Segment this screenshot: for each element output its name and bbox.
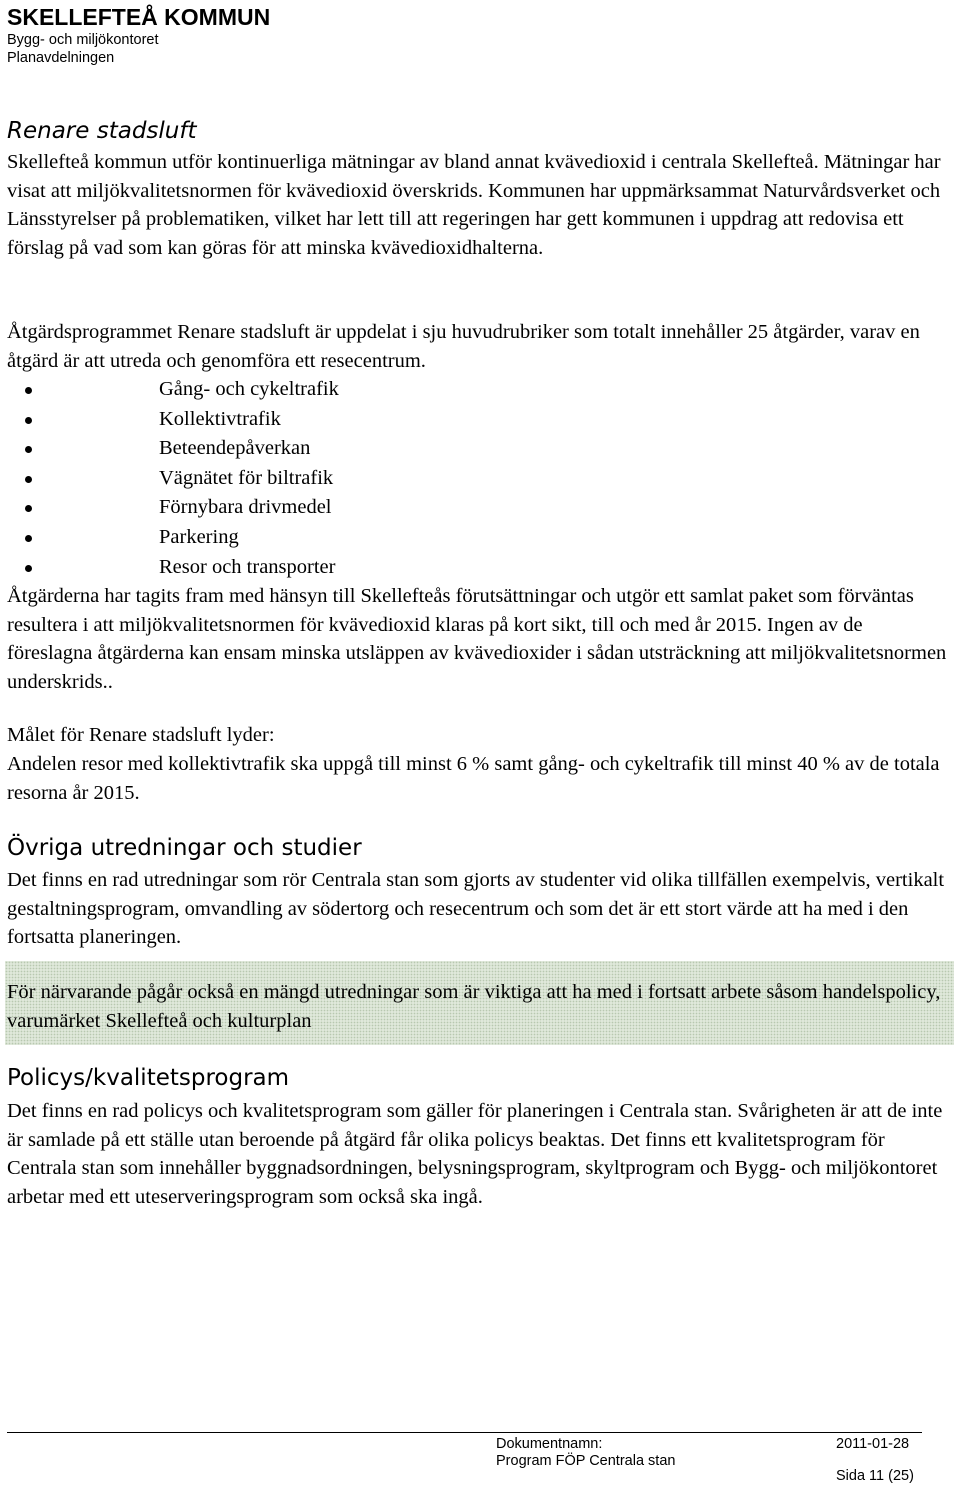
footer-document-name: Program FÖP Centrala stan — [496, 1453, 676, 1469]
bullet-dot-icon — [25, 535, 32, 542]
heading-ovriga-utredningar: Övriga utredningar och studier — [7, 835, 362, 861]
paragraph-pagaende-utredningar: För närvarande pågår också en mängd utredningar som är viktiga att ha med i fortsatt arbete såsom handelspolicy, varumärket Skellefteå och kulturplan — [7, 981, 941, 1032]
organization-name: SKELLEFTEÅ KOMMUN — [7, 4, 271, 30]
bullet-label: Kollektivtrafik — [159, 407, 281, 430]
bullet-dot-icon — [25, 505, 32, 512]
bullet-item — [7, 375, 339, 405]
goal-text: Andelen resor med kollektivtrafik ska uppgå till minst 6 % samt gång- och cykeltrafik till minst 40 % av de totala resorna år 2015. — [7, 753, 940, 804]
paragraph-policys: Det finns en rad policys och kvalitetsprogram som gäller för planeringen i Centrala stan. Svårigheten är att de inte är samlade på ett ställe utan beroende på åtgärd får olika policys beaktas. Det finns ett kvalitetsprogram för Centrala stan som innehåller byggnadsordningen, belysningsprogram, skyltprogram och Bygg- och miljökontoret arbetar med ett uteserveringsprogram som också ska ingå. — [7, 1100, 943, 1208]
bullet-dot-icon — [25, 387, 32, 394]
bullet-label: Beteendepåverkan — [159, 437, 311, 460]
paragraph-ovriga: Det finns en rad utredningar som rör Centrala stan som gjorts av studenter vid olika tillfällen exempelvis, vertikalt gestaltningsprogram, omvandling av södertorg och resecentrum och som det är ett stort värde att ha med i den fortsatta planeringen. — [7, 869, 945, 948]
bullet-item — [7, 464, 339, 494]
bullet-label: Vägnätet för biltrafik — [159, 466, 334, 489]
bullet-item — [7, 405, 339, 435]
footer-page-number: Sida 11 (25) — [836, 1468, 914, 1484]
bullet-dot-icon — [25, 476, 32, 483]
bullet-label: Förnybara drivmedel — [159, 496, 332, 519]
bullet-label: Parkering — [159, 525, 239, 548]
paragraph-atgardsprogram: Åtgärdsprogrammet Renare stadsluft är uppdelat i sju huvudrubriker som totalt innehåller 25 åtgärder, varav en åtgärd är att utreda och genomföra ett resecentrum. — [7, 321, 920, 372]
footer-divider — [7, 1432, 922, 1433]
shaded-note-box — [5, 961, 954, 1045]
bullet-label: Resor och transporter — [159, 555, 336, 578]
bullet-label: Gång- och cykeltrafik — [159, 378, 339, 400]
department-name: Bygg- och miljökontoret — [7, 32, 159, 48]
bullet-dot-icon — [25, 417, 32, 424]
bullet-dot-icon — [25, 565, 32, 572]
bullet-item — [7, 523, 339, 553]
footer-document-name-label: Dokumentnamn: — [496, 1436, 603, 1452]
bullet-item — [7, 553, 339, 583]
heading-renare-stadsluft: Renare stadsluft — [7, 118, 197, 144]
bullet-list-huvudrubriker — [7, 375, 339, 582]
division-name: Planavdelningen — [7, 50, 115, 66]
paragraph-atgarderna: Åtgärderna har tagits fram med hänsyn till Skellefteås förutsättningar och utgör ett samlat paket som förväntas resultera i att miljökvalitetsnormen för kvävedioxid klaras på kort sikt, till och med år 2015. Ingen av de föreslagna åtgärderna kan ensam minska utsläppen av kvävedioxider i sådan utsträckning att miljökvalitetsnormen underskrids.. — [7, 585, 947, 693]
paragraph-renare-intro: Skellefteå kommun utför kontinuerliga mätningar av bland annat kvävedioxid i centrala Skellefteå. Mätningar har visat att miljökvalitetsnormen för kvävedioxid överskrids. Kommunen har uppmärksammat Naturvårdsverket och Länsstyrelser på problematiken, vilket har lett till att regeringen har gett kommunen i uppdrag att redovisa ett förslag på vad som kan göras för att minska kvävedioxidhalterna. — [7, 151, 941, 259]
bullet-dot-icon — [25, 446, 32, 453]
goal-label: Målet för Renare stadsluft lyder: — [7, 724, 275, 746]
heading-policys: Policys/kvalitetsprogram — [7, 1065, 290, 1091]
bullet-item — [7, 434, 339, 464]
footer-date: 2011-01-28 — [836, 1436, 910, 1452]
bullet-item — [7, 493, 339, 523]
